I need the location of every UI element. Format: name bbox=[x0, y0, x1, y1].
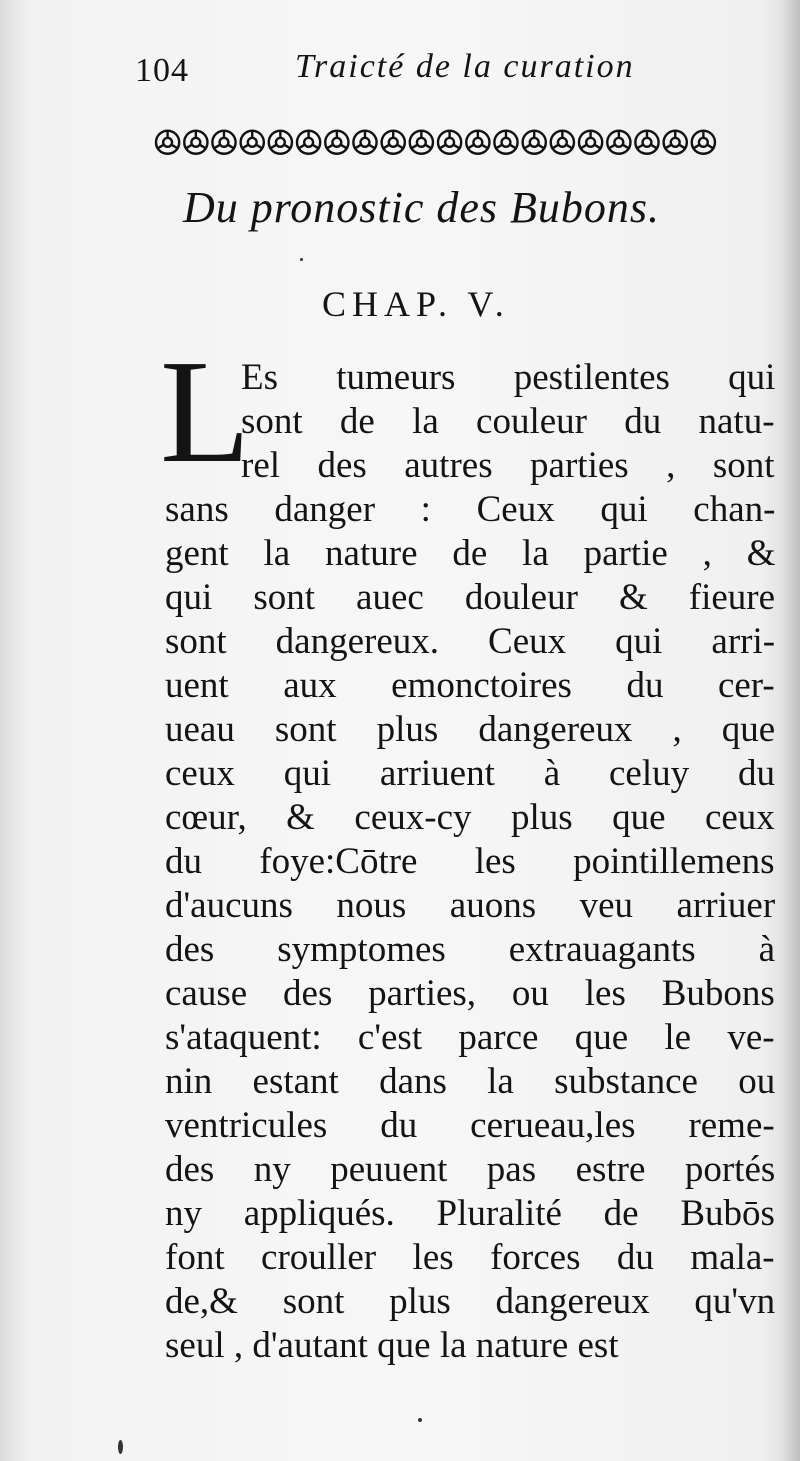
section-title: Du pronostic des Bubons. bbox=[183, 183, 661, 232]
text-line: cœur, & ceux-cy plus que ceux bbox=[165, 797, 775, 838]
text-line: uent aux emonctoires du cer- bbox=[165, 665, 775, 706]
running-title: Traicté de la curation bbox=[295, 48, 635, 85]
text-line: sont dangereux. Ceux qui arri- bbox=[165, 621, 776, 662]
text-line: ventricules du cerueau,les reme- bbox=[165, 1105, 775, 1146]
page-number: 104 bbox=[135, 52, 189, 89]
text-line: d'aucuns nous auons veu arriuer bbox=[165, 885, 776, 926]
text-line: des symptomes extrauagants à bbox=[165, 929, 776, 970]
running-head bbox=[135, 48, 695, 88]
ink-speck bbox=[418, 1418, 422, 1422]
decorative-ornament-band: ꔮꔮꔮꔮꔮꔮꔮꔮꔮꔮꔮꔮꔮꔮꔮꔮꔮꔮꔮꔮ bbox=[152, 121, 716, 167]
text-line: ny appliqués. Pluralité de Bubōs bbox=[165, 1193, 775, 1234]
ink-speck bbox=[118, 1440, 123, 1454]
text-line: cause des parties, ou les Bubons bbox=[165, 973, 775, 1014]
text-line: nin estant dans la substance ou bbox=[165, 1061, 776, 1102]
ink-speck bbox=[300, 258, 303, 261]
text-line: qui sont auec douleur & fieure bbox=[165, 577, 776, 618]
text-line: ueau sont plus dangereux , que bbox=[165, 709, 776, 750]
text-line: s'ataquent: c'est parce que le ve- bbox=[165, 1017, 775, 1058]
text-line: Es tumeurs pestilentes qui bbox=[241, 357, 776, 398]
chapter-heading: CHAP. V. bbox=[322, 284, 510, 324]
text-line: seul , d'autant que la nature est bbox=[165, 1325, 619, 1366]
text-line: gent la nature de la partie , & bbox=[165, 533, 776, 574]
text-line: sans danger : Ceux qui chan- bbox=[165, 489, 776, 530]
text-line: des ny peuuent pas estre portés bbox=[165, 1149, 776, 1190]
drop-cap: L bbox=[160, 330, 251, 494]
text-line: font crouller les forces du mala- bbox=[165, 1237, 775, 1278]
text-line: de,& sont plus dangereux qu'vn bbox=[165, 1281, 776, 1322]
text-line: du foye:Cōtre les pointillemens bbox=[165, 841, 775, 882]
text-line: sont de la couleur du natu- bbox=[241, 401, 775, 442]
text-line: rel des autres parties , sont bbox=[241, 445, 775, 486]
page-gutter-shadow bbox=[782, 0, 800, 1461]
text-line: ceux qui arriuent à celuy du bbox=[165, 753, 775, 794]
